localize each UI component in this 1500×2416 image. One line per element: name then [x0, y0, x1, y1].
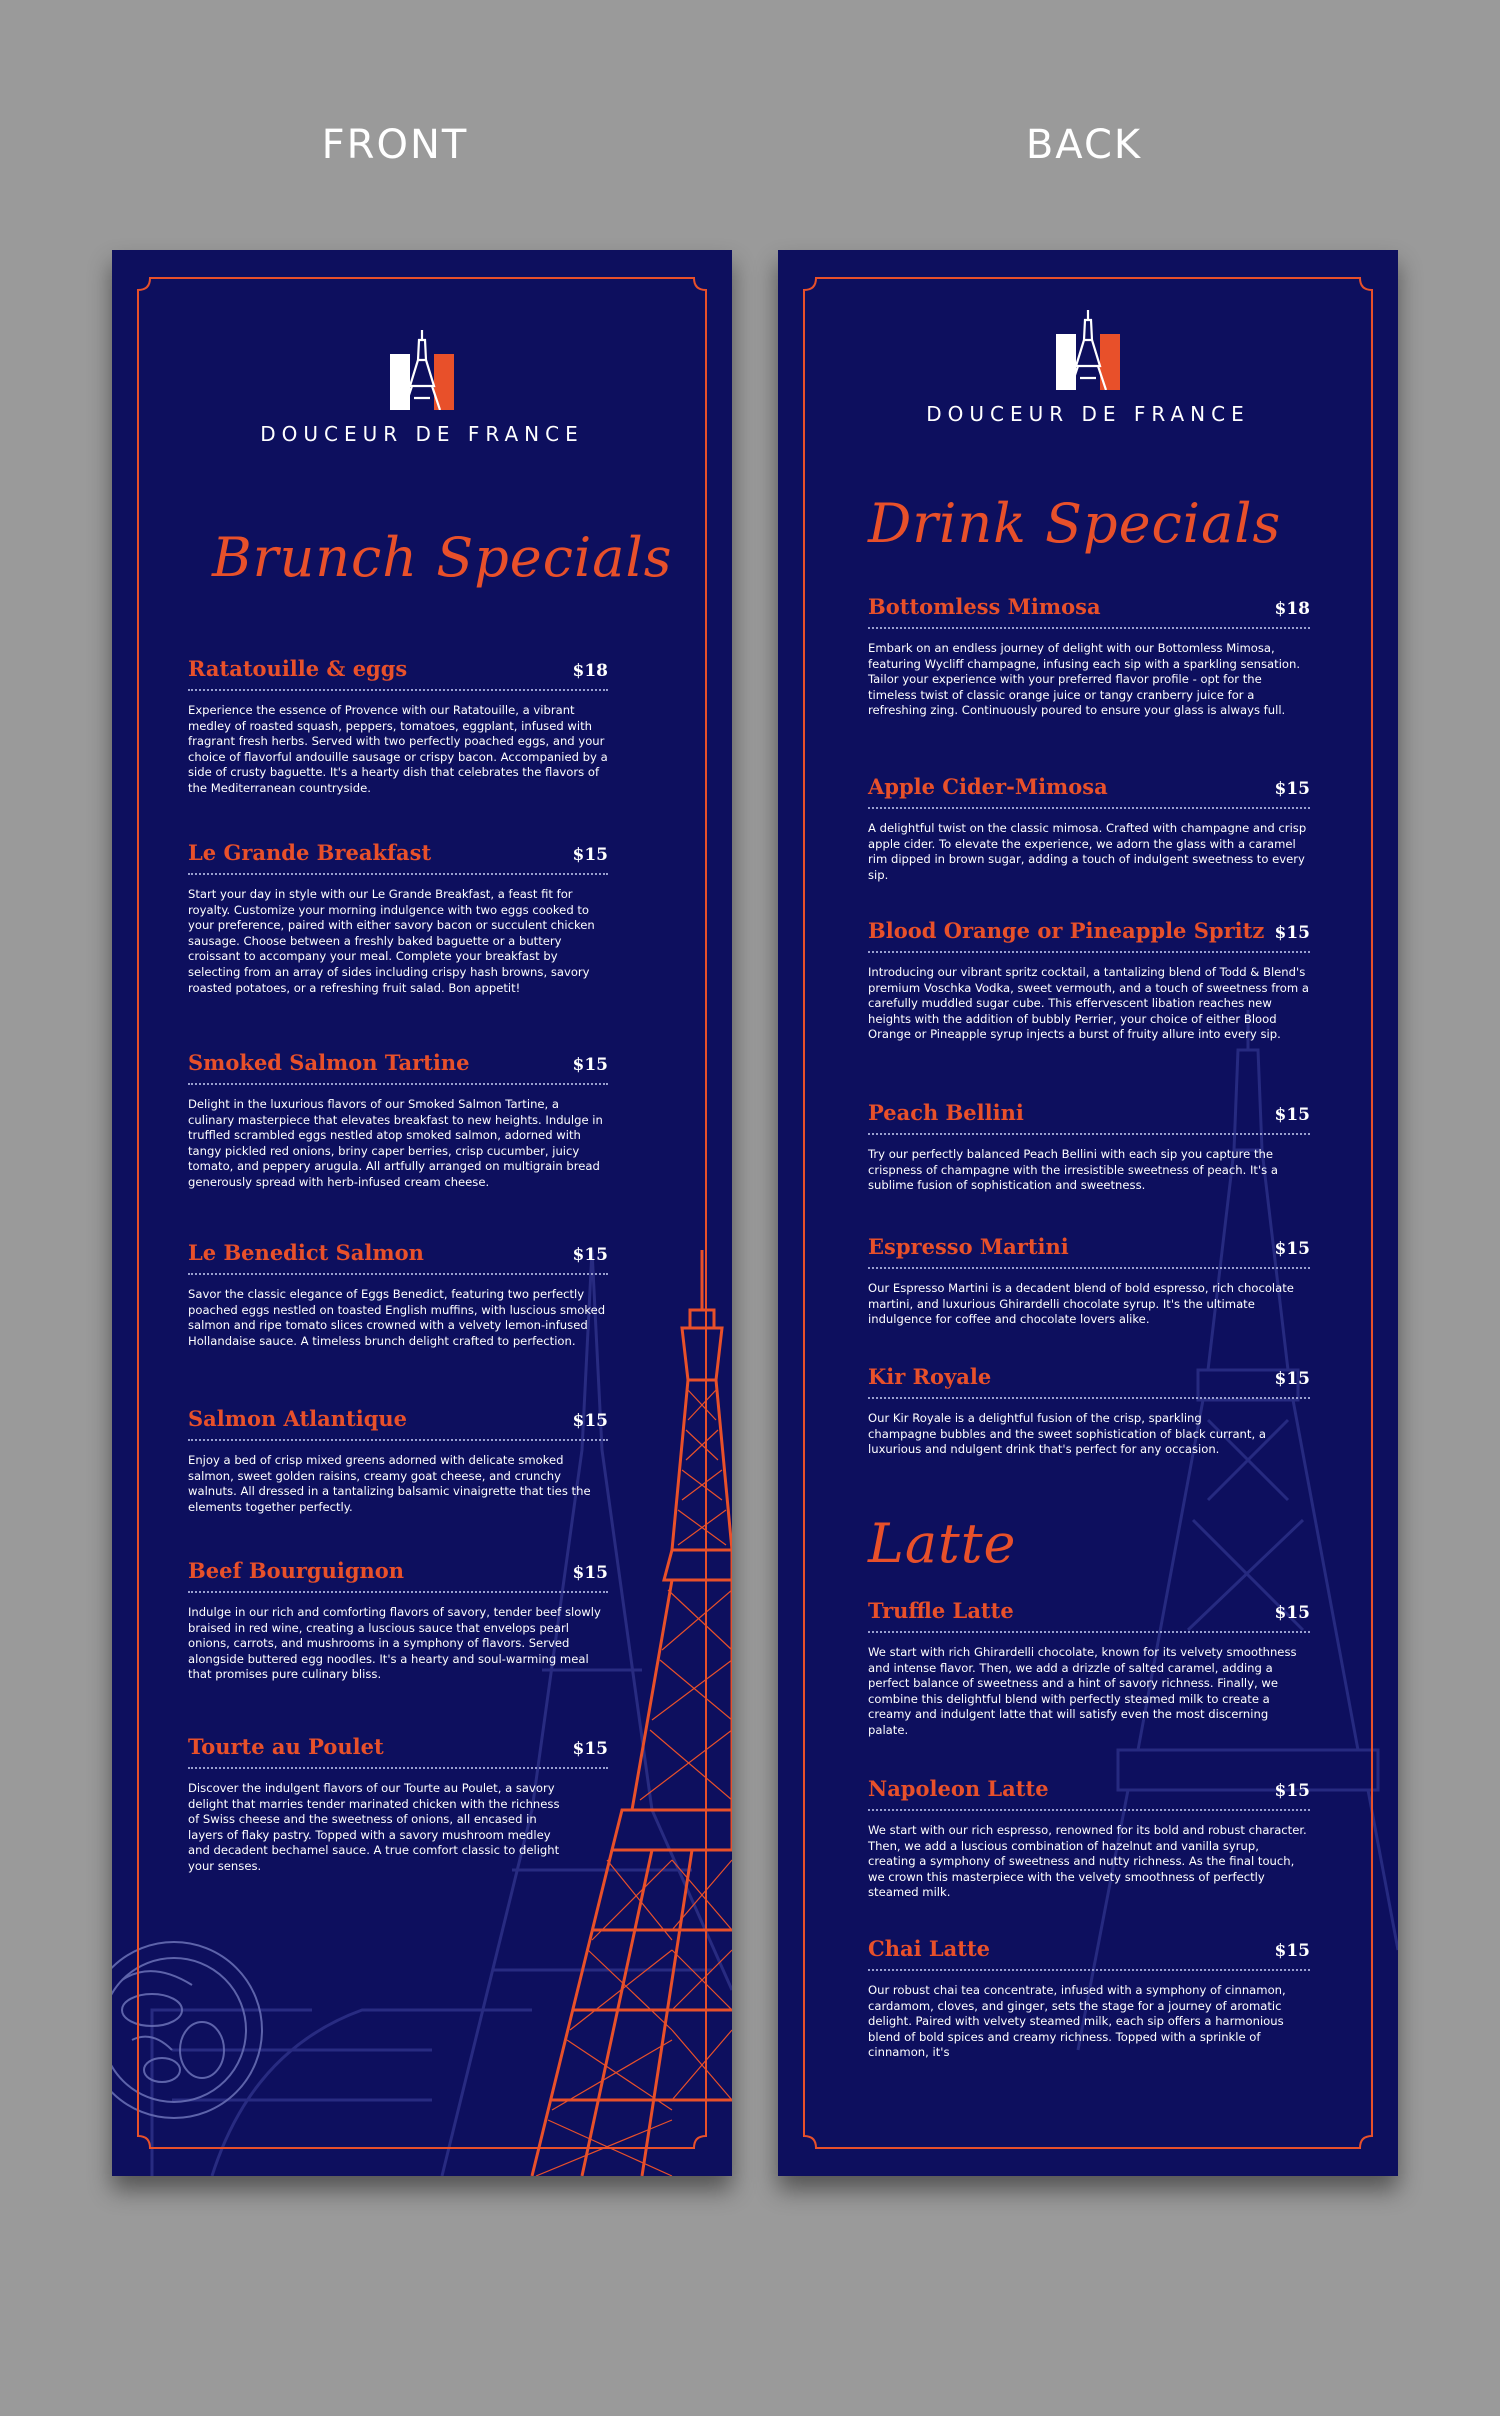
back-menu-panel	[778, 250, 1398, 2176]
dotted-leader	[188, 1439, 608, 1441]
latte-title: Latte	[868, 1512, 1017, 1575]
back-label: BACK	[1025, 122, 1143, 168]
dotted-leader	[188, 1767, 608, 1769]
brand-logo	[112, 330, 732, 446]
item-name: Chai Latte	[868, 1936, 991, 1961]
drink-specials-title: Drink Specials	[868, 492, 1282, 555]
menu-item	[188, 1050, 608, 1191]
menu-item	[188, 840, 608, 996]
item-price: $15	[1274, 1781, 1310, 1801]
item-price: $15	[572, 1739, 608, 1759]
item-name: Apple Cider-Mimosa	[868, 774, 1108, 799]
menu-item	[868, 1776, 1310, 1901]
dotted-leader	[868, 951, 1310, 953]
dotted-leader	[868, 1969, 1310, 1971]
item-description: Discover the indulgent flavors of our Tourte au Poulet, a savory delight that marries tender marinated chicken with the richness of Swiss cheese and the sweetness of onions, all encased in layers of flaky pastry. Topped with a savory mushroom medley and decadent bechamel sauce. A true comfort classic to delight your senses.	[188, 1781, 560, 1873]
dotted-leader	[868, 1133, 1310, 1135]
item-description: Experience the essence of Provence with our Ratatouille, a vibrant medley of roasted squash, peppers, tomatoes, eggplant, infused with fragrant fresh herbs. Served with two perfectly poached eggs, and your choice of flavorful andouille sausage or crispy bacon. Accompanied by a side of crusty baguette. It's a hearty dish that celebrates the flavors of the Mediterranean countryside.	[188, 703, 608, 795]
item-price: $15	[572, 1411, 608, 1431]
front-menu-panel	[112, 250, 732, 2176]
brunch-specials-title: Brunch Specials	[212, 526, 673, 589]
item-name: Beef Bourguignon	[188, 1558, 405, 1583]
menu-item	[868, 774, 1310, 883]
item-description: A delightful twist on the classic mimosa. Crafted with champagne and crisp apple cider. To elevate the experience, we adorn the glass with a caramel rim dipped in brown sugar, adding a touch of indulgent sweetness to every sip.	[868, 821, 1307, 882]
brand-logo	[778, 310, 1398, 426]
item-name: Espresso Martini	[868, 1234, 1069, 1259]
menu-item	[188, 656, 608, 797]
menu-item	[188, 1406, 608, 1515]
item-price: $15	[1274, 1105, 1310, 1125]
item-description: Our Espresso Martini is a decadent blend of bold espresso, rich chocolate martini, and luxurious Ghirardelli chocolate syrup. It's the ultimate indulgence for coffee and chocolate lovers alike.	[868, 1281, 1294, 1327]
item-name: Kir Royale	[868, 1364, 992, 1389]
item-name: Smoked Salmon Tartine	[188, 1050, 470, 1075]
item-price: $18	[1274, 599, 1310, 619]
item-name: Bottomless Mimosa	[868, 594, 1101, 619]
item-description: We start with rich Ghirardelli chocolate, known for its velvety smoothness and intense flavor. Then, we add a drizzle of salted caramel, adding a perfect balance of sweetness and a hint of savory richness. Finally, we combine this delightful blend with perfectly steamed milk to create a creamy and indulgent latte that will satisfy even the most discerning palate.	[868, 1645, 1297, 1737]
dotted-leader	[188, 1591, 608, 1593]
dotted-leader	[868, 807, 1310, 809]
item-price: $18	[572, 661, 608, 681]
item-description: Introducing our vibrant spritz cocktail, a tantalizing blend of Todd & Blend's premium Voschka Vodka, sweet vermouth, and a touch of sweetness from a carefully muddled sugar cube. This effervescent libation reaches new heights with the addition of bubbly Perrier, your choice of either Blood Orange or Pineapple syrup injects a burst of fruity allure into every sip.	[868, 965, 1309, 1042]
menu-item	[868, 1598, 1310, 1739]
item-description: We start with our rich espresso, renowned for its bold and robust character. Then, we add a luscious combination of hazelnut and vanilla syrup, creating a symphony of sweetness and nutty richness. As the final touch, we crown this masterpiece with the velvety smoothness of perfectly steamed milk.	[868, 1823, 1307, 1900]
brand-name: DOUCEUR DE FRANCE	[260, 422, 584, 446]
item-description: Embark on an endless journey of delight with our Bottomless Mimosa, featuring Wycliff champagne, infusing each sip with a sparkling sensation. Tailor your experience with your preferred flavor profile - opt for the timeless twist of classic orange juice or tangy cranberry juice for a refreshing zing. Continuously poured to ensure your glass is always full.	[868, 641, 1301, 718]
item-description: Our robust chai tea concentrate, infused with a symphony of cinnamon, cardamom, cloves, and ginger, sets the stage for a journey of aromatic delight. Paired with velvety steamed milk, each sip offers a harmonious blend of bold spices and creamy richness. Topped with a sprinkle of cinnamon, it's	[868, 1983, 1286, 2060]
item-price: $15	[1274, 1239, 1310, 1259]
item-name: Salmon Atlantique	[188, 1406, 408, 1431]
dotted-leader	[868, 627, 1310, 629]
menu-item	[868, 594, 1310, 719]
dotted-leader	[868, 1631, 1310, 1633]
item-description: Savor the classic elegance of Eggs Benedict, featuring two perfectly poached eggs nestled on toasted English muffins, with luscious smoked salmon and ripe tomato slices crowned with a velvety lemon-infused Hollandaise sauce. A timeless brunch delight crafted to perfection.	[188, 1287, 606, 1348]
item-price: $15	[572, 1563, 608, 1583]
dotted-leader	[868, 1809, 1310, 1811]
item-price: $15	[1274, 1603, 1310, 1623]
item-name: Napoleon Latte	[868, 1776, 1049, 1801]
dotted-leader	[868, 1267, 1310, 1269]
front-label: FRONT	[321, 122, 469, 168]
item-price: $15	[572, 1055, 608, 1075]
dotted-leader	[188, 689, 608, 691]
item-name: Ratatouille & eggs	[188, 656, 408, 681]
item-price: $15	[572, 845, 608, 865]
item-name: Truffle Latte	[868, 1598, 1014, 1623]
eiffel-flag-icon	[1056, 310, 1120, 390]
dotted-leader	[868, 1397, 1310, 1399]
item-price: $15	[1274, 923, 1310, 943]
item-description: Enjoy a bed of crisp mixed greens adorned with delicate smoked salmon, sweet golden raisins, creamy goat cheese, and crunchy walnuts. All dressed in a tantalizing balsamic vinaigrette that ties the elements together perfectly.	[188, 1453, 591, 1514]
item-description: Try our perfectly balanced Peach Bellini with each sip you capture the crispness of champagne with the irresistible sweetness of peach. It's a sublime fusion of sophistication and sweetness.	[868, 1147, 1278, 1193]
item-description: Indulge in our rich and comforting flavors of savory, tender beef slowly braised in red wine, creating a luscious sauce that envelops pearl onions, carrots, and mushrooms in a symphony of flavors. Served alongside buttered egg noodles. It's a hearty and soul-warming meal that promises pure culinary bliss.	[188, 1605, 601, 1682]
item-price: $15	[1274, 1369, 1310, 1389]
menu-item	[188, 1734, 608, 1875]
item-description: Our Kir Royale is a delightful fusion of the crisp, sparkling champagne bubbles and the sweet sophistication of black currant, a luxurious and ndulgent drink that's perfect for any occasion.	[868, 1411, 1266, 1457]
item-description: Delight in the luxurious flavors of our Smoked Salmon Tartine, a culinary masterpiece that elevates breakfast to new heights. Indulge in truffled scrambled eggs nestled atop smoked salmon, adorned with tangy pickled red onions, briny caper berries, crisp cucumber, juicy tomato, and peppery arugula. All artfully arranged on multigrain bread generously spread with herb-infused cream cheese.	[188, 1097, 603, 1189]
menu-item	[188, 1240, 608, 1349]
item-name: Le Grande Breakfast	[188, 840, 432, 865]
menu-item	[868, 1100, 1310, 1194]
item-price: $15	[572, 1245, 608, 1265]
dotted-leader	[188, 1083, 608, 1085]
menu-item	[868, 1364, 1310, 1458]
dotted-leader	[188, 1273, 608, 1275]
menu-item	[188, 1558, 608, 1683]
menu-item	[868, 1234, 1310, 1328]
dotted-leader	[188, 873, 608, 875]
item-name: Tourte au Poulet	[188, 1734, 384, 1759]
item-name: Peach Bellini	[868, 1100, 1024, 1125]
item-description: Start your day in style with our Le Grande Breakfast, a feast fit for royalty. Customize your morning indulgence with two eggs cooked to your preference, paired with either savory bacon or succulent chicken sausage. Choose between a freshly baked baguette or a buttery croissant to accompany your meal. Complete your breakfast by selecting from an array of sides including crispy hash browns, savory roasted potatoes, or a refreshing fruit salad. Bon appetit!	[188, 887, 595, 995]
menu-item	[868, 1936, 1310, 2061]
menu-item	[868, 918, 1310, 1043]
item-name: Blood Orange or Pineapple Spritz	[868, 918, 1265, 943]
eiffel-flag-icon	[390, 330, 454, 410]
item-price: $15	[1274, 779, 1310, 799]
brand-name: DOUCEUR DE FRANCE	[926, 402, 1250, 426]
item-price: $15	[1274, 1941, 1310, 1961]
item-name: Le Benedict Salmon	[188, 1240, 424, 1265]
